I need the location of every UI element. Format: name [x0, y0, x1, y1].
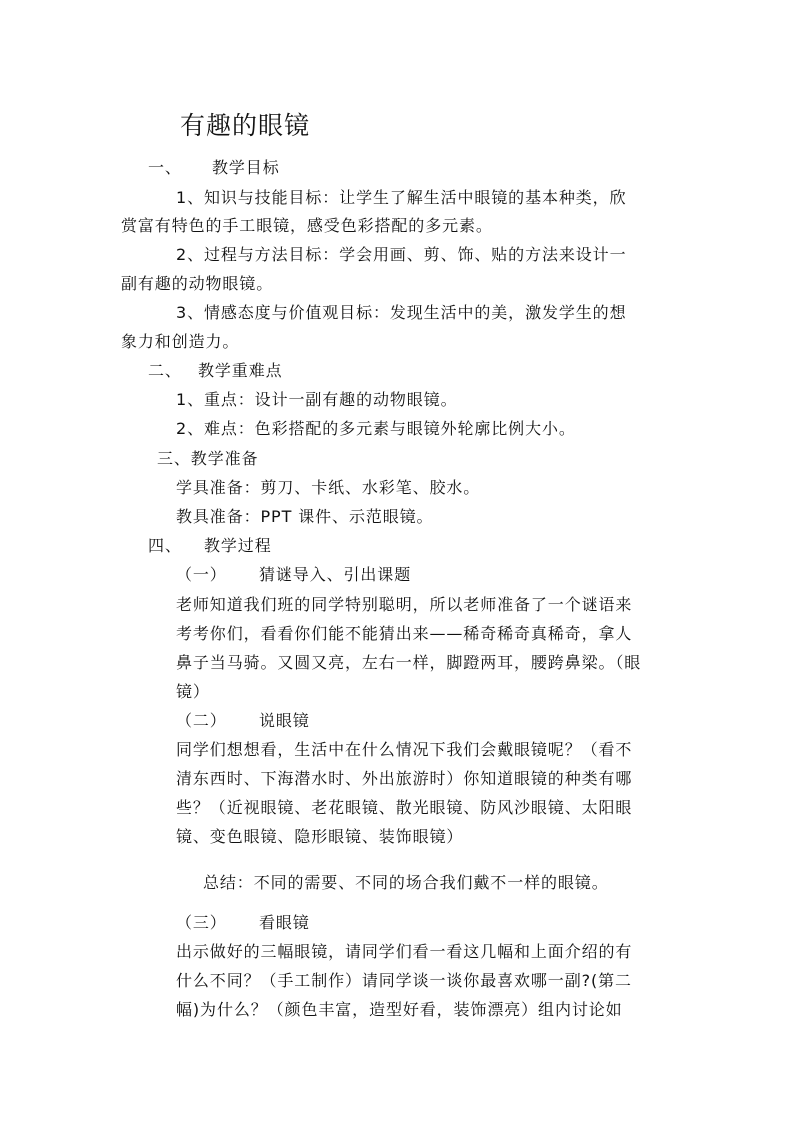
key-point-line: 1、重点：设计一副有趣的动物眼镜。: [176, 390, 458, 409]
step-2-paragraph-line: 些？（近视眼镜、老花眼镜、散光眼镜、防风沙眼镜、太阳眼: [176, 798, 633, 817]
goal-1-line-2: 赏富有特色的手工眼镜，感受色彩搭配的多元素。: [121, 216, 493, 235]
section-2-number: 二、: [148, 361, 182, 380]
step-1-paragraph-line: 镜）: [176, 682, 210, 701]
goal-3-line-2: 象力和创造力。: [121, 332, 240, 351]
step-2-number: （二）: [176, 711, 227, 730]
section-4-number: 四、: [148, 536, 182, 555]
step-1-paragraph-line: 考考你们，看看你们能不能猜出来——稀奇稀奇真稀奇，拿人: [176, 624, 633, 643]
section-1-title: 教学目标: [212, 158, 280, 177]
step-3-paragraph-line: 什么不同？（手工制作）请同学谈一谈你最喜欢哪一副?(第二: [176, 971, 632, 990]
section-2-title: 教学重难点: [198, 361, 283, 380]
step-1-heading: [176, 564, 411, 586]
difficult-point-line: 2、难点：色彩搭配的多元素与眼镜外轮廓比例大小。: [176, 419, 576, 438]
goal-3-line-1: 3、情感态度与价值观目标：发现生活中的美，激发学生的想: [176, 303, 627, 322]
section-1-number: 一、: [148, 158, 182, 177]
step-1-paragraph-line: 鼻子当马骑。又圆又亮，左右一样，脚蹬两耳，腰跨鼻梁。（眼: [176, 653, 642, 672]
step-2-summary: 总结：不同的需要、不同的场合我们戴不一样的眼镜。: [203, 873, 609, 892]
teacher-materials-line: 教具准备：PPT 课件、示范眼镜。: [176, 507, 434, 526]
step-3-paragraph-line: 幅)为什么？（颜色丰富，造型好看，装饰漂亮）组内讨论如: [176, 1000, 623, 1019]
section-3-heading: 三、教学准备: [157, 449, 259, 468]
step-2-paragraph-line: 镜、变色眼镜、隐形眼镜、装饰眼镜）: [176, 827, 464, 846]
step-2-paragraph-line: 清东西时、下海潜水时、外出旅游时）你知道眼镜的种类有哪: [176, 769, 633, 788]
goal-2-line-1: 2、过程与方法目标：学会用画、剪、饰、贴的方法来设计一: [176, 245, 627, 264]
step-1-paragraph-line: 老师知道我们班的同学特别聪明，所以老师准备了一个谜语来: [176, 595, 633, 614]
section-4-heading: [148, 535, 272, 557]
section-2-heading: [148, 360, 283, 382]
step-2-paragraph-line: 同学们想想看，生活中在什么情况下我们会戴眼镜呢？（看不: [176, 740, 633, 759]
goal-1-line-1: 1、知识与技能目标：让学生了解生活中眼镜的基本种类，欣: [176, 188, 627, 207]
step-1-number: （一）: [176, 565, 227, 584]
step-3-paragraph-line: 出示做好的三幅眼镜，请同学们看一看这几幅和上面介绍的有: [176, 942, 633, 961]
section-4-title: 教学过程: [204, 536, 272, 555]
student-materials-line: 学具准备：剪刀、卡纸、水彩笔、胶水。: [176, 478, 481, 497]
step-2-title: 说眼镜: [259, 711, 310, 730]
step-1-title: 猜谜导入、引出课题: [259, 565, 412, 584]
section-1-heading: [148, 157, 280, 179]
step-3-number: （三）: [176, 913, 227, 932]
step-3-heading: [176, 912, 310, 934]
page-title: 有趣的眼镜: [180, 111, 311, 140]
goal-2-line-2: 副有趣的动物眼镜。: [121, 274, 274, 293]
step-2-heading: [176, 710, 310, 732]
step-3-title: 看眼镜: [259, 913, 310, 932]
